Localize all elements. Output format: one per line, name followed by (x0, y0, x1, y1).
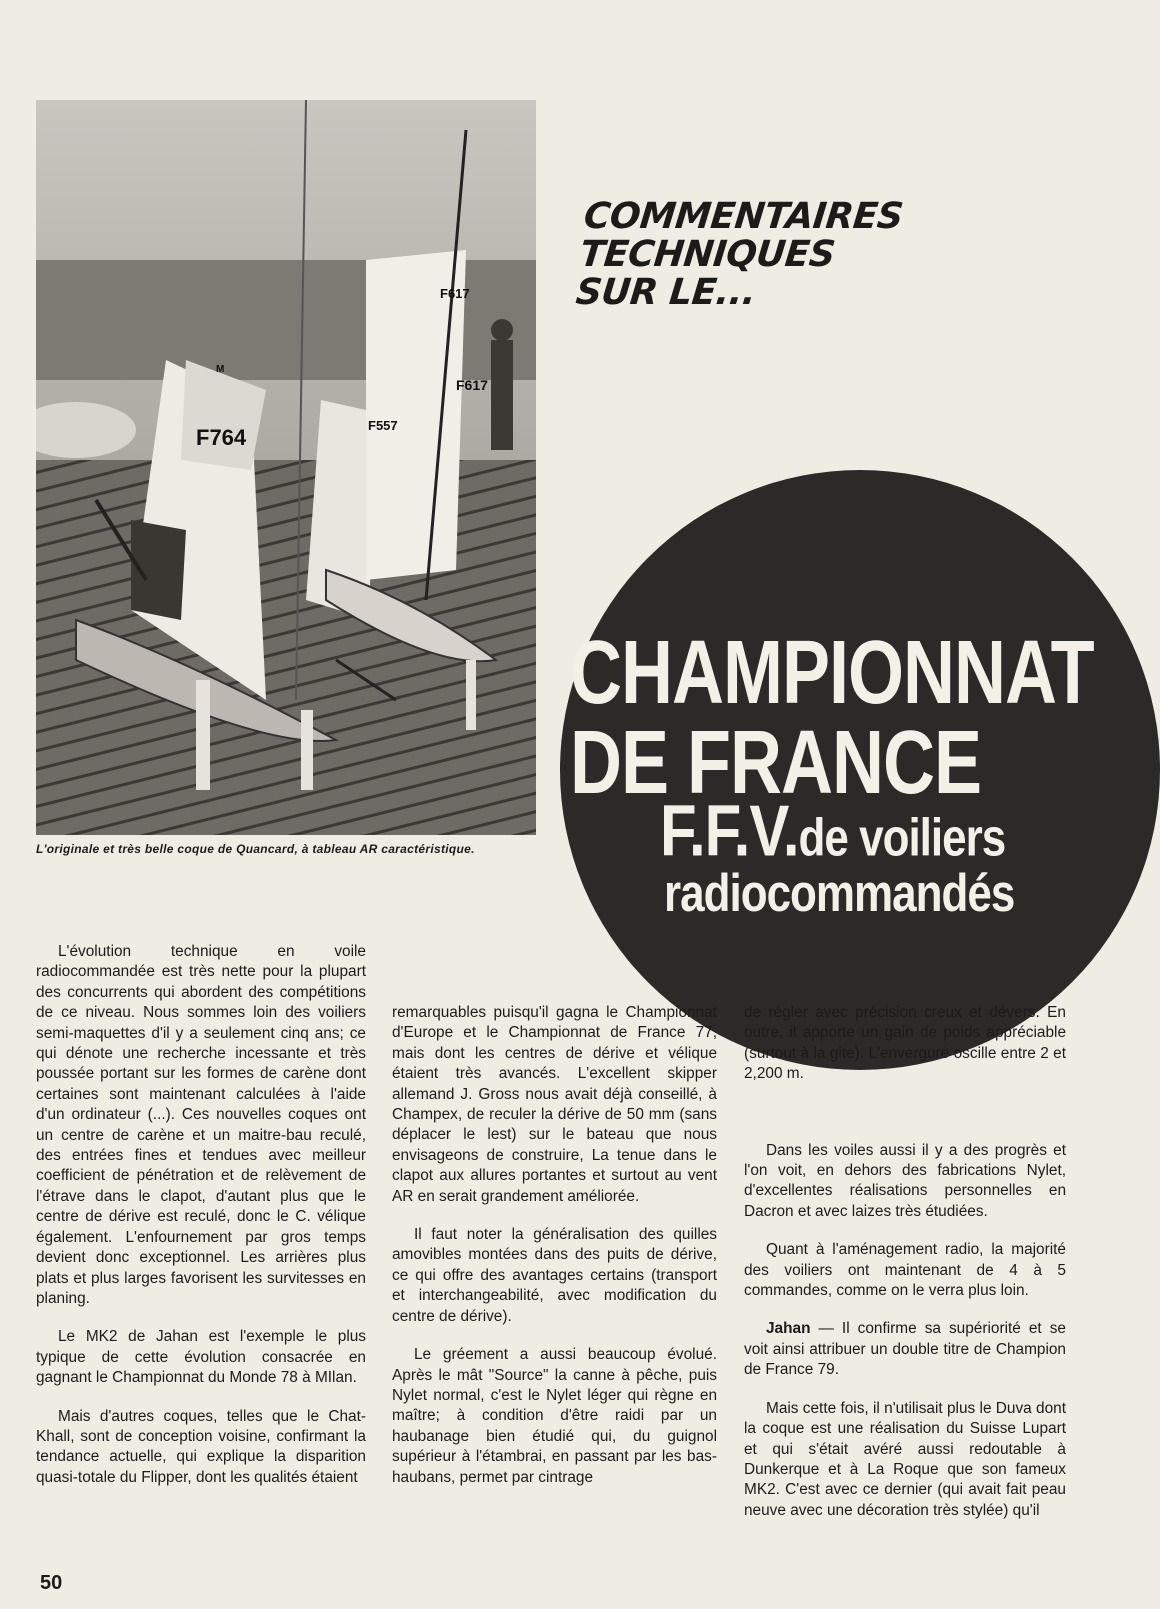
article-title (570, 623, 1130, 813)
text-column-1 (36, 942, 366, 1506)
paragraph: Le MK2 de Jahan est l'exemple le plus typique de cette évolution consacrée en gagnant le Championnat du Monde 78 à MIlan. (36, 1328, 366, 1387)
title-line: CHAMPIONNAT (570, 623, 1094, 723)
subtitle-line2: radiocommandés (664, 864, 1015, 923)
paragraph: Le gréement a aussi beaucoup évolué. Après le mât "Source" la canne à pêche, puis Nylet normal, c'est le Nylet léger qui règne en maître; à condition d'être raidi par un haubanage bien étudié qui, du guignol supérieur à l'étambrai, en passant par les bas-haubans, permet par cintrage (392, 1346, 717, 1486)
text-column-2 (392, 1003, 717, 1506)
paragraph-lead: Jahan (766, 1320, 811, 1338)
paragraph: de régler avec précision creux et dévers. En outre, il apporte un gain de poids appréciable (surtout à la gite). L'envergure oscille entre 2 et 2,200 m. (744, 1004, 1066, 1083)
title-line: DE FRANCE (570, 713, 982, 813)
article-subtitle (660, 790, 1080, 923)
paragraph: remarquables puisqu'il gagna le Championnat d'Europe et le Championnat de France 77, mais dont les centres de dérive et vélique étaient très avancés. L'excellent skipper allemand J. Gross nous avait déjà conseillé, à Champex, de reculer la dérive de 50 mm (sans déplacer le lest) sur le bateau que nous envisageons de construire, La tenue dans le clapot aux allures portantes et surtout au vent AR en serait grandement améliorée. (392, 1004, 717, 1205)
paragraph: Quant à l'aménagement radio, la majorité des voiliers ont maintenant de 4 à 5 commandes, comme on le verra plus loin. (744, 1241, 1066, 1300)
photo-caption: L'originale et très belle coque de Quancard, à tableau AR caractéristique. (36, 842, 475, 856)
sail-number: F617 (456, 377, 488, 393)
paragraph: L'évolution technique en voile radiocommandée est très nette pour la plupart des concurrents qui abordent des compétitions de ce niveau. Nous sommes loin des voiliers semi-maquettes d'il y a seulement cinq ans; ce qui dénote une recherche incessante et très poussée portant sur les formes de carène dont certaines sont maintenant calculées à l'aide d'un ordinateur (...). Ces nouvelles coques ont un centre de carène et un maitre-bau reculé, des entrées fines et tendues avec meilleur coefficient de pénétration et de relèvement de l'étrave dans le clapot, d'autant plus que le centre de dérive est reculé, donc le C. vélique également. L'enfournement par gros temps devient donc exceptionnel. Les arrières plus plats et plus larges favorisent les survitesses en planing. (36, 943, 366, 1307)
paragraph-text: — Il confirme sa supériorité et se voit ainsi attribuer un double titre de Champion de France 79. (744, 1320, 1066, 1379)
sailboat-photo (36, 100, 536, 835)
paragraph: Il faut noter la généralisation des quilles amovibles montées dans des puits de dérive, ce qui offre des avantages certains (transport et interchangeabilité, avec modification du centre de dérive). (392, 1226, 717, 1325)
kicker-line: TECHNIQUES (577, 234, 837, 275)
sail-number: M (216, 364, 225, 375)
sail-number: F557 (368, 418, 398, 433)
kicker-line: COMMENTAIRES (581, 196, 905, 237)
text-column-3 (744, 1003, 1066, 1539)
subtitle-text: de voiliers (798, 808, 1006, 868)
section-kicker (573, 196, 905, 313)
paragraph: Dans les voiles aussi il y a des progrès et l'on voit, en dehors des fabrications Nylet, d'excellentes réalisations personnelles en Dacron et avec laizes très étudiées. (744, 1141, 1066, 1220)
paragraph: Mais cette fois, il n'utilisait plus le Duva dont la coque est une réalisation du Suisse Lupart et qui s'était avéré aussi redoutable à Dunkerque et à La Roque que son fameux MK2. C'est avec ce dernier (qui avait fait peau neuve avec une décoration très stylée) qu'il (744, 1399, 1066, 1519)
photo-illustration (36, 100, 536, 835)
page-number: 50 (40, 1572, 63, 1594)
paragraph: Mais d'autres coques, telles que le Chat-Khall, sont de conception voisine, confirmant la tendance actuelle, qui explique la disparition quasi-totale du Flipper, dont les qualités étaient (36, 1407, 366, 1486)
paragraph (744, 1319, 1066, 1380)
sail-number: F764 (196, 425, 247, 450)
kicker-line: SUR LE... (573, 272, 758, 313)
sail-number: F617 (440, 286, 470, 301)
subtitle-ffv: F.F.V. (660, 790, 799, 872)
